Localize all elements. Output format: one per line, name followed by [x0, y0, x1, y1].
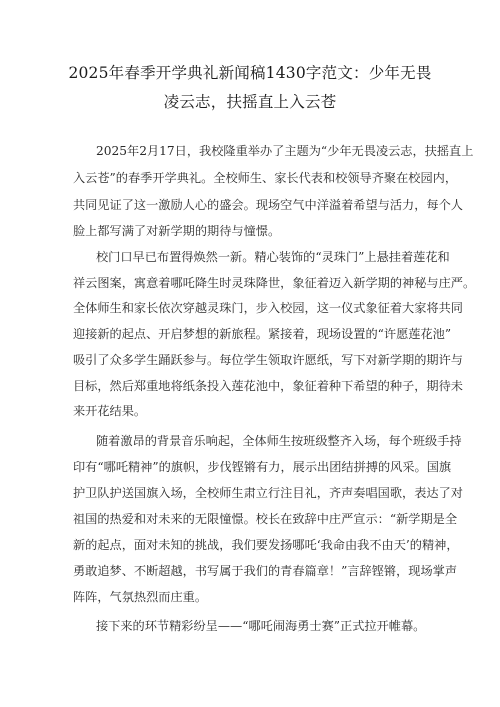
- paragraph-line: 祖国的热爱和对未来的无限憧憬。校长在致辞中庄严宣示：“新学期是全: [73, 512, 458, 526]
- paragraph-line: 目标，然后郑重地将纸条投入莲花池中，象征着种下希望的种子，期待未: [73, 379, 463, 393]
- paragraph-line: 脸上都写满了对新学期的期待与憧憬。: [73, 224, 281, 238]
- document-title-line-1: 2025年春季开学典礼新闻稿1430字范文：少年无畏: [68, 64, 432, 82]
- paragraph-line: 印有“哪吒精神”的旗帜，步伐铿锵有力，展示出团结拼搏的风采。国旗: [73, 460, 452, 474]
- paragraph-line: 迎接新的起点、开启梦想的新旅程。紧接着，现场设置的“许愿莲花池”: [73, 327, 452, 341]
- paragraph-line: 来开花结果。: [73, 404, 147, 418]
- paragraph-line: 共同见证了这一激励人心的盛会。现场空气中洋溢着希望与活力，每个人: [73, 198, 463, 212]
- document-title-line-2: 凌云志，扶摇直上入云苍: [163, 93, 337, 111]
- paragraph-line: 吸引了众多学生踊跃参与。每位学生领取许愿纸，写下对新学期的期许与: [73, 353, 463, 367]
- paragraph-line: 新的起点，面对未知的挑战，我们要发扬哪吒‘我命由我不由天’的精神，: [73, 538, 459, 552]
- paragraph-line: 校门口早已布置得焕然一新。精心装饰的“灵珠门”上悬挂着莲花和: [96, 250, 450, 264]
- paragraph-line: 入云苍”的春季开学典礼。全校师生、家长代表和校领导齐聚在校园内，: [73, 171, 458, 185]
- paragraph-line: 勇敢追梦、不断超越，书写属于我们的青春篇章！”言辞铿锵，现场掌声: [73, 564, 458, 578]
- paragraph-line: 护卫队护送国旗入场，全校师生肃立行注目礼，齐声奏唱国歌，表达了对: [73, 486, 463, 500]
- paragraph-line: 阵阵，气氛热烈而庄重。: [73, 590, 208, 604]
- paragraph-line: 祥云图案，寓意着哪吒降生时灵珠降世，象征着迈入新学期的神秘与庄严。: [73, 276, 476, 290]
- paragraph-line: 接下来的环节精彩纷呈——“哪吒闹海勇士赛”正式拉开帷幕。: [96, 619, 426, 633]
- paragraph-line: 全体师生和家长依次穿越灵珠门，步入校园，这一仪式象征着大家将共同: [73, 301, 463, 315]
- paragraph-line: 2025年2月17日，我校隆重举办了主题为“少年无畏凌云志，扶摇直上: [96, 144, 474, 158]
- paragraph-line: 随着激昂的背景音乐响起，全体师生按班级整齐入场，每个班级手持: [96, 434, 462, 448]
